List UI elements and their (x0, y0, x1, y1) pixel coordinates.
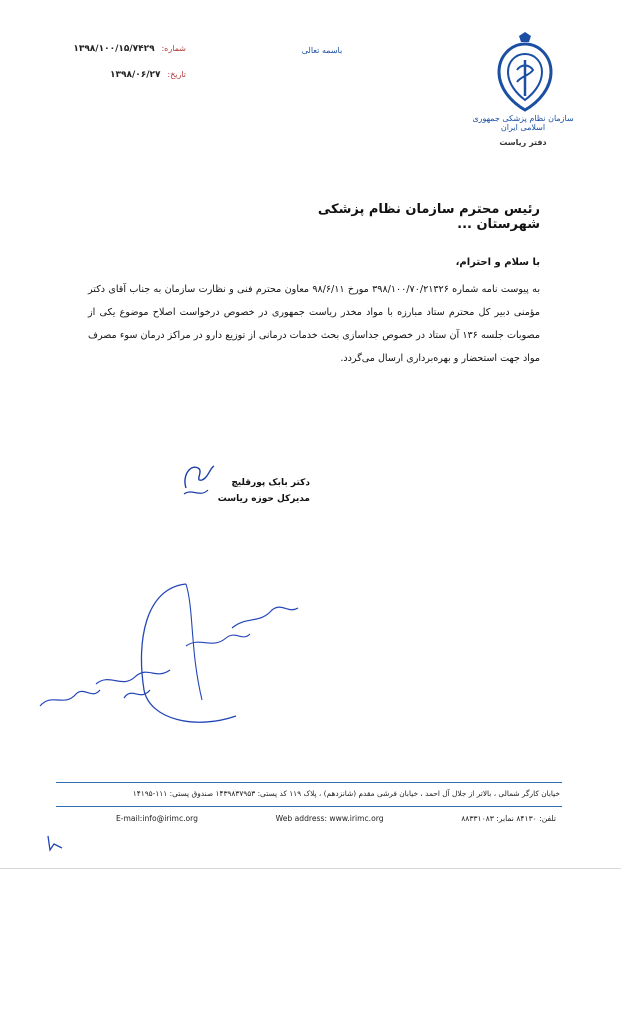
letter-date-label: تاریخ: (167, 70, 186, 79)
letter-date-value: ۱۳۹۸/۰۶/۲۷ (109, 70, 161, 80)
letter-date-row (90, 70, 186, 80)
letter-number-value: ۱۳۹۸/۱۰۰/۱۵/۷۴۲۹ (73, 44, 155, 54)
letter-body: به پیوست نامه شماره ۳۹۸/۱۰۰/۷۰/۲۱۳۲۶ مورخ ۹۸/۶/۱۱ معاون محترم فنی و نظارت سازمان به جناب آقای دکتر مؤمنی دبیر کل محترم ستاد مبارزه با مواد مخدر ریاست جمهوری در خصوص درخواست اصلاح موضوع یکی از مصوبات جلسه ۱۳۶ آن ستاد در خصوص جداسازی بحث خدمات درمانی از توزیع دارو در مراکز درمان سوء مصرف مواد جهت استحضار و بهره‌برداری ارسال می‌گردد. (88, 284, 541, 364)
basmala-header: باسمه تعالی (301, 46, 343, 55)
letter-greeting: با سلام و احترام، (455, 257, 540, 268)
signatory-name: دکتر بابک پورقلیچ (231, 478, 310, 488)
handwritten-annotation-icon (36, 580, 306, 730)
footer-contact-row (116, 814, 556, 823)
footer-phone: تلفن: ۸۴۱۳۰ نمابر: ۸۸۳۳۱۰۸۳ (461, 814, 556, 823)
office-name: دفتر ریاست (499, 138, 547, 147)
letter-number-label: شماره: (161, 44, 186, 53)
organization-name: سازمان نظام پزشکی جمهوری اسلامی ایران (472, 114, 574, 132)
footer-address: خیابان کارگر شمالی ، بالاتر از جلال آل احمد ، خیابان فرشی مقدم (شانزدهم) ، پلاک ۱۱۹ کد پستی: ۱۴۳۹۸۳۷۹۵۳ صندوق پستی: ۱۱۱-۱۴۱۹۵ (132, 789, 560, 798)
signatory-title: مدیرکل حوزه ریاست (217, 494, 310, 504)
letter-recipient: رئیس محترم سازمان نظام پزشکی شهرستان ... (317, 202, 540, 232)
footer-web: Web address: www.irimc.org (275, 814, 384, 823)
footer-email: E-mail:info@irimc.org (116, 814, 198, 823)
letter-number-row (66, 44, 186, 54)
margin-mark-icon (44, 832, 66, 854)
footer-bottom-line (56, 806, 562, 807)
irimc-logo-icon (495, 30, 555, 114)
footer-top-line (56, 782, 562, 783)
